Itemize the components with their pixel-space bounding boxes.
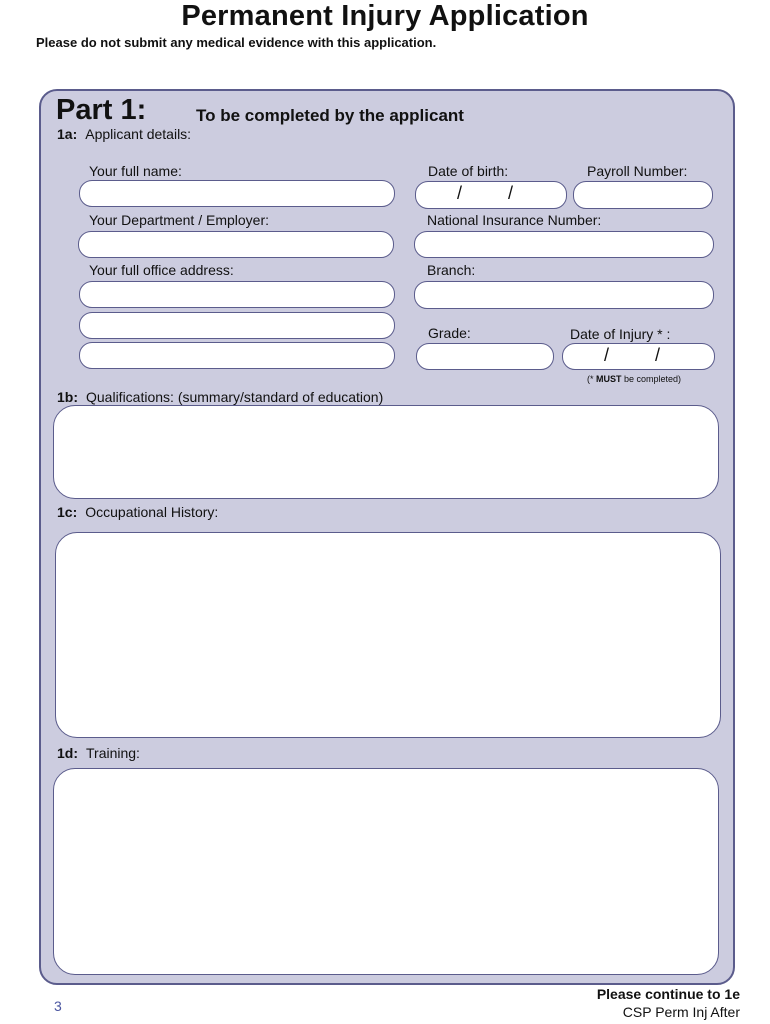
payroll-number-field[interactable]: [573, 181, 713, 209]
section-1d-code: 1d:: [57, 745, 78, 761]
section-1b-title: Qualifications: (summary/standard of education): [86, 389, 384, 405]
department-field[interactable]: [78, 231, 394, 258]
branch-field[interactable]: [414, 281, 714, 309]
full-name-label: Your full name:: [89, 163, 182, 179]
qualifications-textarea[interactable]: [53, 405, 719, 499]
occupational-history-textarea[interactable]: [55, 532, 721, 738]
page-title: Permanent Injury Application: [181, 0, 589, 32]
payroll-number-label: Payroll Number:: [587, 163, 688, 179]
ni-number-field[interactable]: [414, 231, 714, 258]
section-1a-code: 1a:: [57, 126, 78, 142]
must-note-suffix: be completed): [621, 374, 682, 384]
office-address-line-1[interactable]: [79, 281, 395, 308]
office-address-line-2[interactable]: [79, 312, 395, 339]
branch-label: Branch:: [427, 262, 476, 278]
grade-field[interactable]: [416, 343, 554, 370]
date-of-birth-label: Date of birth:: [428, 163, 509, 179]
continue-note: Please continue to 1e: [596, 986, 740, 1002]
doi-separator-2: /: [655, 345, 661, 365]
section-1b-heading: [57, 389, 383, 405]
part-description: To be completed by the applicant: [196, 106, 464, 125]
section-1c-title: Occupational History:: [85, 504, 219, 520]
department-label: Your Department / Employer:: [89, 212, 270, 228]
dob-separator-1: /: [457, 183, 463, 203]
date-of-injury-field[interactable]: [562, 343, 715, 370]
part-number: Part 1:: [56, 94, 147, 126]
must-note-prefix: (*: [587, 374, 596, 384]
full-name-field[interactable]: [79, 180, 395, 207]
dob-separator-2: /: [508, 183, 514, 203]
section-1b-code: 1b:: [57, 389, 78, 405]
section-1a-title: Applicant details:: [85, 126, 192, 142]
training-textarea[interactable]: [53, 768, 719, 975]
section-1c-heading: [57, 504, 218, 520]
document-code: CSP Perm Inj After: [622, 1004, 740, 1020]
ni-number-label: National Insurance Number:: [427, 212, 602, 228]
office-address-label: Your full office address:: [89, 262, 234, 278]
section-1a-heading: [57, 126, 191, 142]
section-1d-heading: [57, 745, 140, 761]
section-1d-title: Training:: [86, 745, 140, 761]
page-subtitle: Please do not submit any medical evidence with this application.: [36, 35, 437, 50]
section-1c-code: 1c:: [57, 504, 78, 520]
grade-label: Grade:: [428, 325, 471, 341]
date-of-birth-field[interactable]: [415, 181, 567, 209]
must-complete-note: [587, 374, 681, 384]
office-address-line-3[interactable]: [79, 342, 395, 369]
must-note-bold: MUST: [596, 374, 622, 384]
page-number: 3: [54, 998, 62, 1014]
doi-separator-1: /: [604, 345, 610, 365]
date-of-injury-label: Date of Injury * :: [570, 326, 671, 342]
